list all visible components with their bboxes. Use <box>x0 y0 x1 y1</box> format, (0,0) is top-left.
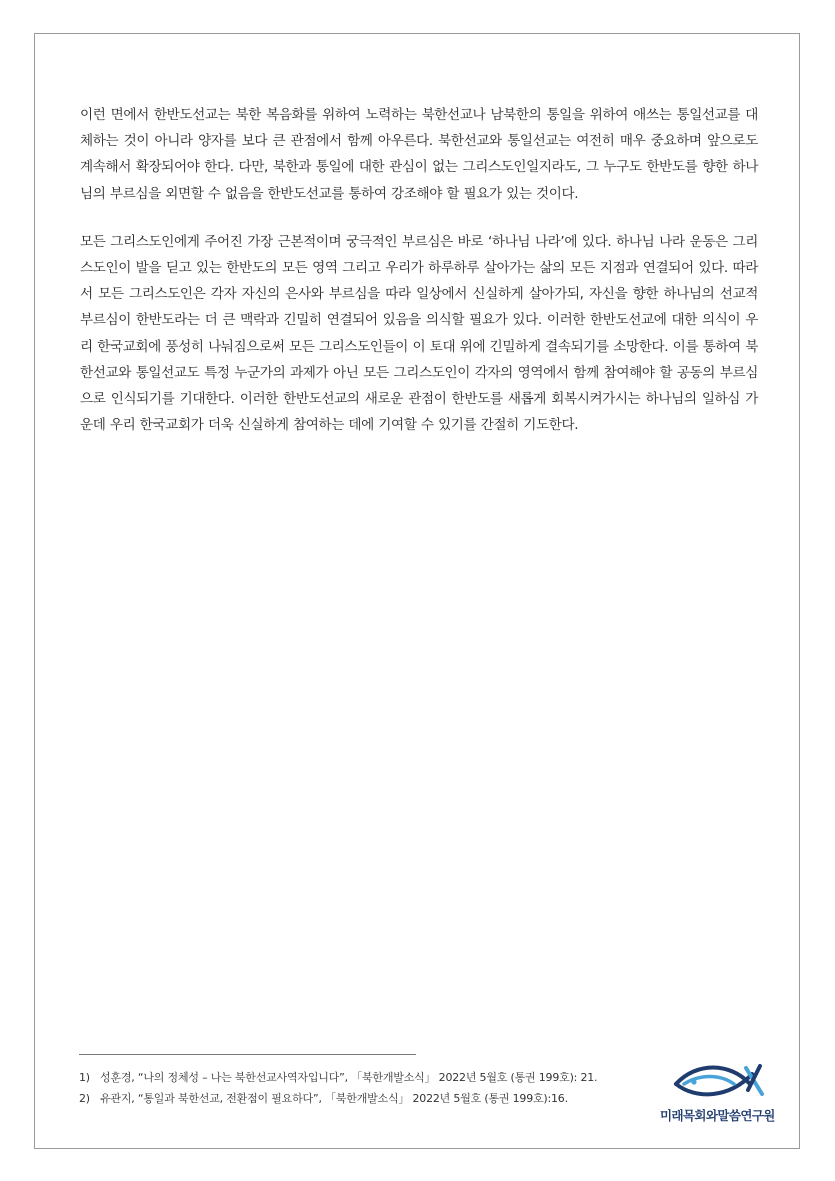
organization-logo <box>660 1060 788 1132</box>
body-text <box>80 102 758 460</box>
paragraph-2: 모든 그리스도인에게 주어진 가장 근본적이며 궁극적인 부르심은 바로 ‘하나님 나라’에 있다. 하나님 나라 운동은 그리스도인이 발을 딛고 있는 한반도의 모든 영역 그리고 우리가 하루하루 살아가는 삶의 모든 지점과 연결되어 있다. 따라서 모든 그리스도인은 각자 자신의 은사와 부르심을 따라 일상에서 신실하게 살아가되, 자신을 향한 하나님의 선교적 부르심이 한반도라는 더 큰 맥락과 긴밀히 연결되어 있음을 의식할 필요가 있다. 이러한 한반도선교에 대한 의식이 우리 한국교회에 풍성히 나눠짐으로써 모든 그리스도인들이 이 토대 위에 긴밀하게 결속되기를 소망한다. 이를 통하여 북한선교와 통일선교도 특정 누군가의 과제가 아닌 모든 그리스도인이 각자의 영역에서 함께 참여해야 할 공동의 부르심으로 인식되기를 기대한다. 이러한 한반도선교의 새로운 관점이 한반도를 새롭게 회복시켜가시는 하나님의 일하심 가운데 우리 한국교회가 더욱 신실하게 참여하는 데에 기여할 수 있기를 간절히 기도한다. <box>80 233 758 434</box>
footnote-number: 1) <box>79 1071 90 1084</box>
footnote-text: 유관지, “통일과 북한선교, 전환점이 필요하다”, 「북한개발소식」 2022년 5월호 (통권 199호):16. <box>100 1092 568 1105</box>
footnote-divider <box>79 1054 416 1055</box>
footnotes <box>79 1067 639 1109</box>
footnote-number: 2) <box>79 1092 90 1105</box>
footnote-1 <box>79 1067 639 1088</box>
footnote-2 <box>79 1088 639 1109</box>
footnote-text: 성훈경, “나의 정체성 – 나는 북한선교사역자입니다”, 「북한개발소식」 2022년 5월호 (통권 199호): 21. <box>100 1071 598 1084</box>
fish-icon <box>672 1060 768 1100</box>
organization-name: 미래목회와말씀연구원 <box>660 1108 775 1123</box>
paragraph-1: 이런 면에서 한반도선교는 북한 복음화를 위하여 노력하는 북한선교나 남북한의 통일을 위하여 애쓰는 통일선교를 대체하는 것이 아니라 양자를 보다 큰 관점에서 함께 아우른다. 북한선교와 통일선교는 여전히 매우 중요하며 앞으로도 계속해서 확장되어야 한다. 다만, 북한과 통일에 대한 관심이 없는 그리스도인일지라도, 그 누구도 한반도를 향한 하나님의 부르심을 외면할 수 없음을 한반도선교를 통하여 강조해야 할 필요가 있는 것이다. <box>80 107 758 202</box>
